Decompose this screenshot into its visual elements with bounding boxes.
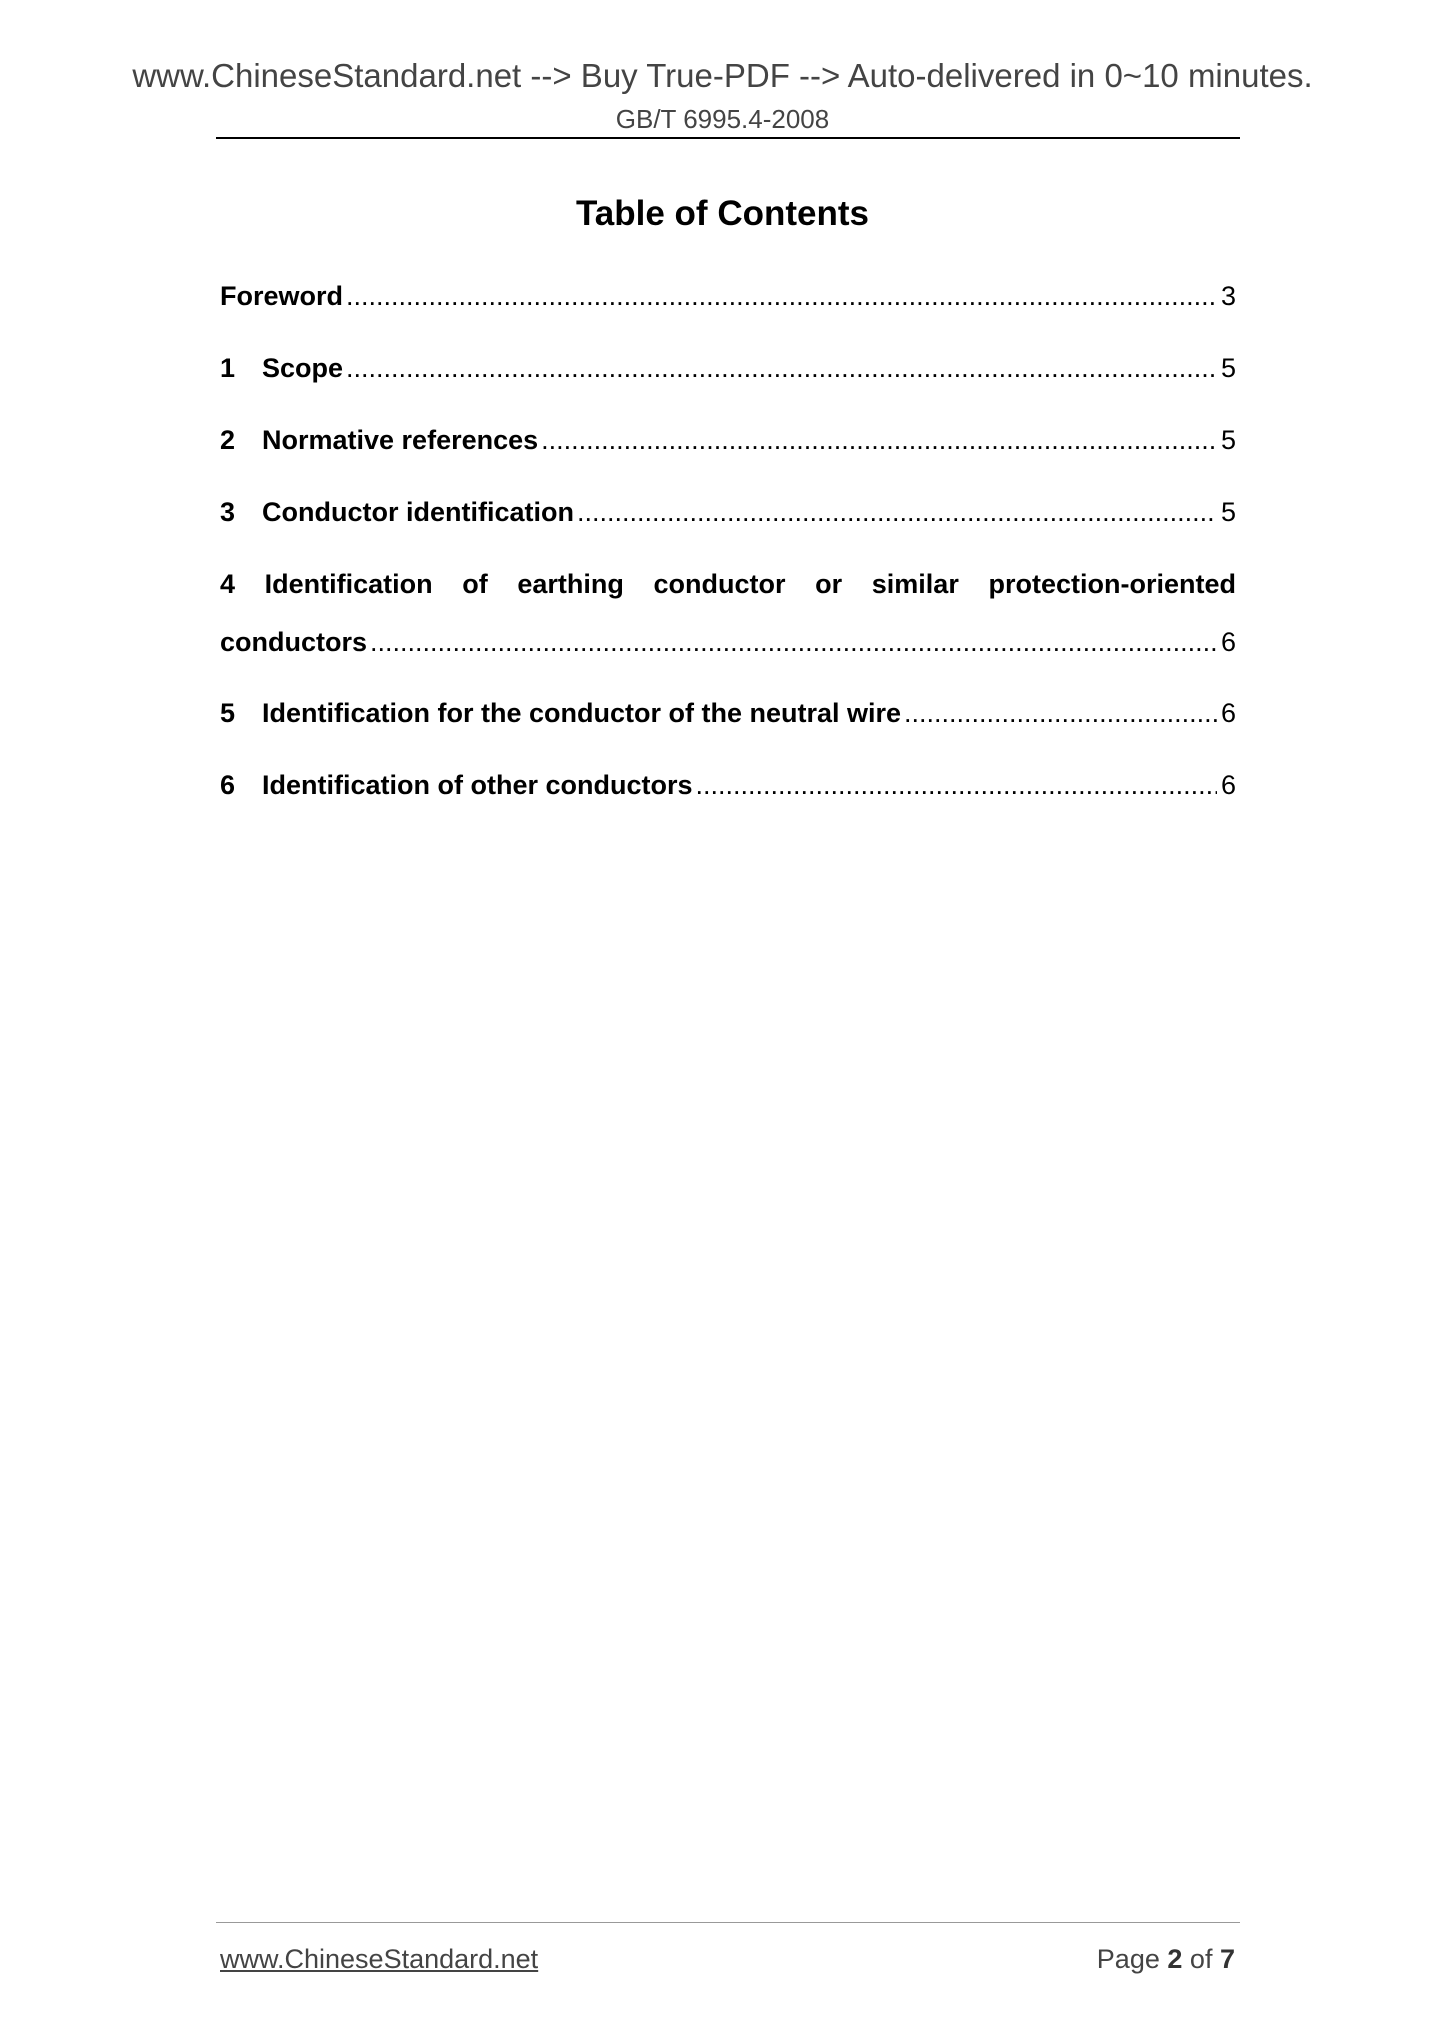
toc-entry-number: 2 <box>220 425 236 455</box>
toc-entry-number: 6 <box>220 770 236 800</box>
toc-entry-page: 5 <box>1220 425 1236 455</box>
toc-entry-text: Conductor identification <box>262 497 574 527</box>
toc-word: Identification <box>264 569 433 599</box>
toc-entry-text: Identification of other conductors <box>262 770 693 800</box>
toc-entry-conductor-identification[interactable] <box>220 495 1236 529</box>
toc-dot-leader <box>346 279 1217 313</box>
toc-entry-earthing-conductor-line1[interactable] <box>220 567 1236 601</box>
toc-dot-leader <box>577 495 1217 529</box>
toc-entry-label <box>220 351 343 385</box>
toc-word: or <box>815 569 843 599</box>
page-total: 7 <box>1219 1944 1235 1974</box>
header-banner: www.ChineseStandard.net --> Buy True-PDF --> Auto-delivered in 0~10 minutes. <box>132 57 1313 94</box>
toc-entry-page: 6 <box>1220 770 1236 800</box>
toc-entry-label: Foreword <box>220 281 344 311</box>
toc-entry-label <box>220 696 901 730</box>
toc-dot-leader <box>904 696 1217 730</box>
toc-entry-number: 4 <box>220 569 236 599</box>
page-of: of <box>1189 1944 1213 1974</box>
toc-dot-leader <box>370 625 1217 659</box>
toc-entry-label <box>220 495 574 529</box>
toc-entry-text: Normative references <box>262 425 539 455</box>
toc-entry-page: 3 <box>1220 281 1236 311</box>
toc-dot-leader <box>541 423 1217 457</box>
toc-title: Table of Contents <box>576 194 869 233</box>
toc-word: earthing <box>517 569 624 599</box>
footer-page-number <box>1097 1943 1235 1975</box>
toc-dot-leader <box>346 351 1217 385</box>
toc-entry-page: 5 <box>1220 353 1236 383</box>
toc-word: of <box>462 569 488 599</box>
toc-entry-number: 1 <box>220 353 236 383</box>
toc-dot-leader <box>696 768 1217 802</box>
toc-entry-number: 3 <box>220 497 236 527</box>
toc-entry-earthing-conductor-line2[interactable] <box>220 625 1236 659</box>
toc-entry-scope[interactable] <box>220 351 1236 385</box>
toc-entry-label <box>220 768 693 802</box>
toc-entry-page: 6 <box>1220 698 1236 728</box>
toc-entry-other-conductors[interactable] <box>220 768 1236 802</box>
toc-entry-foreword[interactable] <box>220 279 1236 313</box>
toc-entry-number: 5 <box>220 698 236 728</box>
toc-entry-normative-references[interactable] <box>220 423 1236 457</box>
document-code: GB/T 6995.4-2008 <box>615 104 830 134</box>
toc-entry-page: 6 <box>1220 627 1236 657</box>
header-divider <box>216 137 1240 139</box>
toc-word: protection-oriented <box>988 569 1236 599</box>
toc-word: similar <box>871 569 959 599</box>
footer-website-link[interactable]: www.ChineseStandard.net <box>220 1944 539 1974</box>
page-prefix: Page <box>1096 1944 1160 1974</box>
toc-entry-neutral-wire[interactable] <box>220 696 1236 730</box>
toc-entry-text: Scope <box>262 353 344 383</box>
toc-entry-page: 5 <box>1220 497 1236 527</box>
toc-word: conductor <box>653 569 786 599</box>
toc-entry-text: Identification for the conductor of the neutral wire <box>262 698 902 728</box>
toc-entry-label <box>220 423 538 457</box>
page-current: 2 <box>1167 1944 1183 1974</box>
toc-entry-label: conductors <box>220 627 368 657</box>
footer-divider <box>216 1922 1240 1923</box>
